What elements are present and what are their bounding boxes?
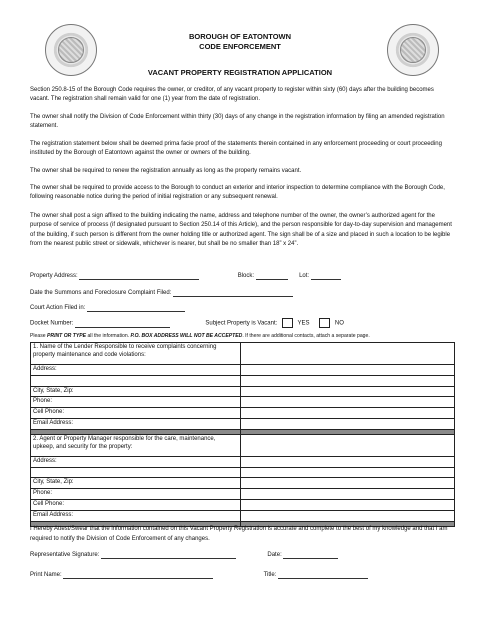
form-title: VACANT PROPERTY REGISTRATION APPLICATION — [147, 68, 333, 77]
lender-cell-label: Cell Phone: — [31, 408, 241, 419]
lender-name-field[interactable] — [240, 343, 454, 365]
vacant-yes-checkbox[interactable] — [282, 318, 293, 328]
title-label: Title: — [263, 572, 277, 578]
property-address-label: Property Address: — [30, 273, 78, 279]
signature-row — [30, 551, 454, 559]
lot-label: Lot: — [299, 273, 310, 279]
block-field[interactable] — [256, 273, 288, 280]
summons-date-label: Date the Summons and Foreclosure Complaint Filed: — [30, 290, 172, 296]
representative-signature-label: Representative Signature: — [30, 552, 100, 558]
lender-phone-label: Phone: — [31, 397, 241, 408]
lender-address-line2-field[interactable] — [240, 375, 454, 386]
court-action-label: Court Action Filed in: — [30, 305, 86, 311]
docket-field[interactable] — [75, 321, 170, 328]
department-name: CODE ENFORCEMENT — [199, 42, 281, 51]
print-instructions: Please PRINT OR TYPE all the information. P.O. BOX ADDRESS WILL NOT BE ACCEPTED. If there are additional contacts, attach a separate page. — [30, 333, 370, 339]
block-label: Block: — [237, 273, 255, 279]
paragraph-registration-requirement: Section 250.8-15 of the Borough Code requires the owner, or creditor, of any vacant property to register within sixty (60) days after the building becomes vacant. The registration shall remain valid for one (1) year from the date of registration. — [30, 87, 434, 103]
lender-city-label: City, State, Zip: — [31, 386, 241, 397]
agent-address-field[interactable] — [240, 456, 454, 467]
print-name-field[interactable] — [63, 572, 213, 579]
paragraph-prima-facie: The registration statement below shall be deemed prima facie proof of the statements therein contained in any enforcement proceeding or court proceeding instituted by the Borough of Eatontown against the owner or owners of the building. — [30, 141, 442, 157]
paragraph-inspection-access: The owner shall be required to provide access to the Borough to conduct an exterior and interior inspection to determine compliance with the Borough Code, following reasonable notice during the period of initial registration or any subsequent renewal. — [30, 185, 445, 201]
agent-phone-label: Phone: — [31, 489, 241, 500]
contacts-table — [30, 342, 455, 527]
court-action-row — [30, 304, 454, 312]
agent-address-line2-field[interactable] — [240, 467, 454, 478]
attestation-statement: I Hereby Attest/Swear that the information contained on this Vacant Property Registration is accurate and complete to the best of my knowledge and that I am required to notify the Division of Code Enforcement of any changes. — [30, 526, 448, 542]
print-name-row — [30, 571, 454, 579]
docket-label: Docket Number: — [30, 320, 74, 327]
vacant-no-checkbox[interactable] — [319, 318, 330, 328]
vacant-question-label: Subject Property is Vacant: — [205, 320, 278, 327]
lender-phone-field[interactable] — [240, 397, 454, 408]
docket-row — [30, 318, 454, 328]
court-action-field[interactable] — [87, 305, 185, 312]
paragraph-sign-posting: The owner shall post a sign affixed to the building indicating the name, address and telephone number of the owner, the owner’s authorized agent for the purpose of service of process (if designated pursuant to Section 250.14 of this Article), and the person responsible for day-to-day supervision and management of the building, if such person is different from the owner holding title or authorized agent. The sign shall be of a size and placed in such a location to be legible from the nearest public street or sidewalk, whichever is nearer, but shall be no smaller than 18” x 24”. — [30, 213, 452, 248]
paragraph-notify-changes: The owner shall notify the Division of Code Enforcement within thirty (30) days of any change in the registration information by filing an amended registration statement. — [30, 114, 445, 130]
vacant-yes-label: YES — [297, 320, 310, 327]
paragraph-renewal: The owner shall be required to renew the registration annually as long as the property remains vacant. — [30, 168, 302, 174]
lot-field[interactable] — [311, 273, 341, 280]
agent-address-label: Address: — [31, 456, 241, 467]
agent-address-line2[interactable] — [31, 467, 241, 478]
lender-address-label: Address: — [31, 365, 241, 376]
summons-date-field[interactable] — [173, 290, 293, 297]
agent-email-field[interactable] — [240, 510, 454, 521]
signature-date-field[interactable] — [283, 552, 338, 559]
representative-signature-field[interactable] — [101, 552, 236, 559]
lender-heading: 1. Name of the Lender Responsible to receive complaints concerning property maintenance and code violations: — [31, 343, 241, 365]
agent-name-field[interactable] — [240, 434, 454, 456]
lender-email-label: Email Address: — [31, 418, 241, 429]
agent-cell-field[interactable] — [240, 499, 454, 510]
lender-cell-field[interactable] — [240, 408, 454, 419]
vacant-no-label: NO — [334, 320, 344, 327]
agent-city-field[interactable] — [240, 478, 454, 489]
property-address-field[interactable] — [79, 273, 199, 280]
agent-heading: 2. Agent or Property Manager responsible for the care, maintenance, upkeep, and security for the property: — [31, 434, 241, 456]
signature-date-label: Date: — [267, 552, 282, 558]
agent-city-label: City, State, Zip: — [31, 478, 241, 489]
summons-date-row — [30, 289, 454, 297]
borough-name: BOROUGH OF EATONTOWN — [188, 32, 292, 41]
lender-city-field[interactable] — [240, 386, 454, 397]
print-name-label: Print Name: — [30, 572, 62, 578]
agent-cell-label: Cell Phone: — [31, 499, 241, 510]
agent-phone-field[interactable] — [240, 489, 454, 500]
title-field[interactable] — [278, 572, 368, 579]
lender-address-field[interactable] — [240, 365, 454, 376]
agent-email-label: Email Address: — [31, 510, 241, 521]
property-address-row — [30, 272, 454, 280]
lender-address-line2[interactable] — [31, 375, 241, 386]
lender-email-field[interactable] — [240, 418, 454, 429]
